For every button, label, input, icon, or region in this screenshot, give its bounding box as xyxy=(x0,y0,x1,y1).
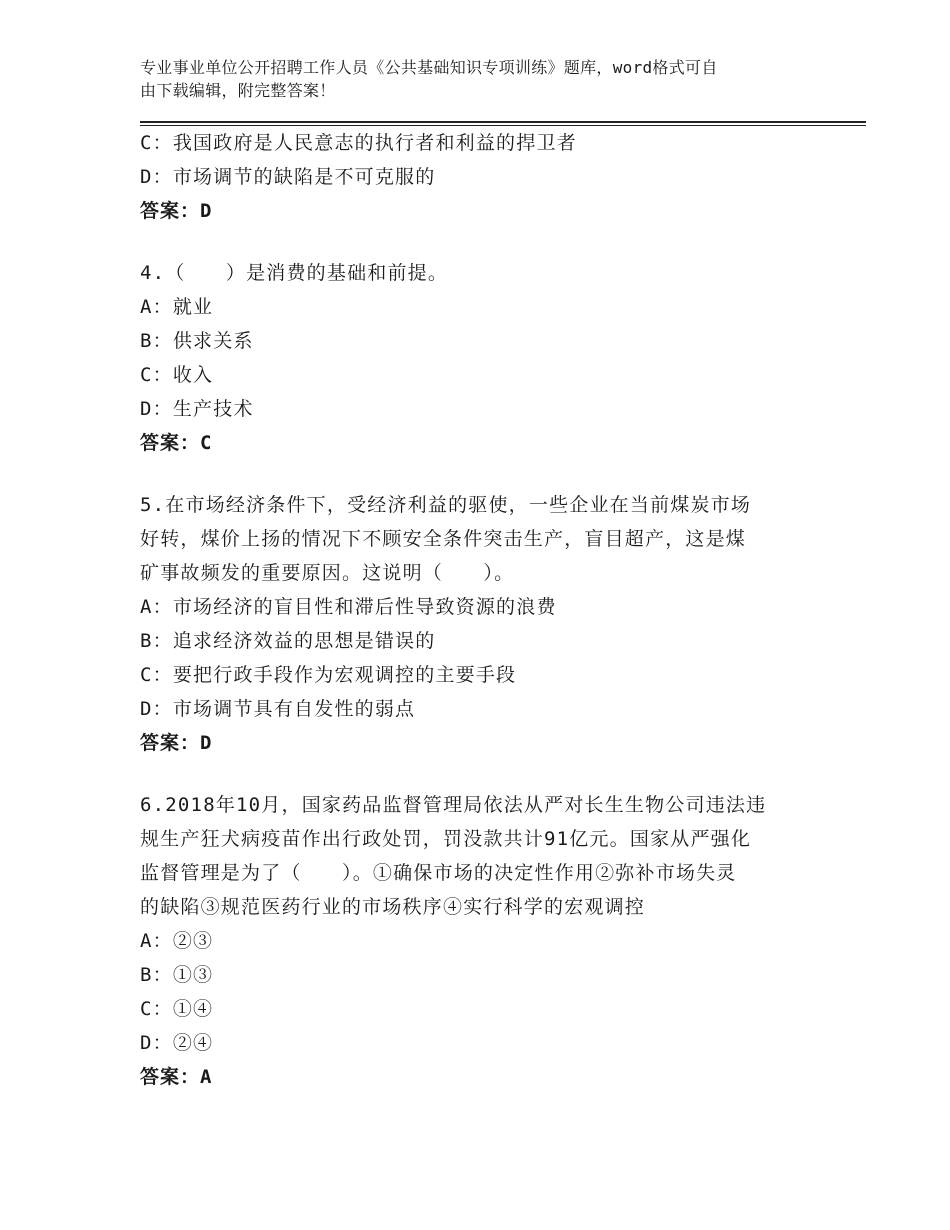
question-text-line: 好转，煤价上扬的情况下不顾安全条件突击生产，盲目超产，这是煤 xyxy=(140,528,747,550)
option-d: D：市场调节具有自发性的弱点 xyxy=(140,698,416,720)
option-a: A：就业 xyxy=(140,296,214,318)
question-5 xyxy=(140,488,840,760)
document-body xyxy=(140,126,840,1094)
header-rule-thick xyxy=(140,121,866,123)
option-a: A：市场经济的盲目性和滞后性导致资源的浪费 xyxy=(140,596,557,618)
option-a: A：②③ xyxy=(140,930,214,952)
option-b: B：供求关系 xyxy=(140,330,254,352)
question-text-line: 6.2018年10月，国家药品监督管理局依法从严对长生生物公司违法违 xyxy=(140,794,767,816)
option-c: C：要把行政手段作为宏观调控的主要手段 xyxy=(140,664,517,686)
option-b: B：追求经济效益的思想是错误的 xyxy=(140,630,436,652)
question-text-line: 规生产狂犬病疫苗作出行政处罚，罚没款共计91亿元。国家从严强化 xyxy=(140,828,752,850)
option-c: C：我国政府是人民意志的执行者和利益的捍卫者 xyxy=(140,132,577,154)
header-line-2: 由下载编辑，附完整答案！ xyxy=(140,81,336,100)
partial-question xyxy=(140,126,840,228)
document-header xyxy=(140,56,820,102)
option-c: C：①④ xyxy=(140,998,214,1020)
option-c: C：收入 xyxy=(140,364,214,386)
header-line-1: 专业事业单位公开招聘工作人员《公共基础知识专项训练》题库，word格式可自 xyxy=(140,58,718,77)
answer: 答案：C xyxy=(140,432,213,454)
answer: 答案：A xyxy=(140,1066,213,1088)
answer: 答案：D xyxy=(140,732,213,754)
option-d: D：市场调节的缺陷是不可克服的 xyxy=(140,166,436,188)
question-4 xyxy=(140,256,840,460)
option-d: D：②④ xyxy=(140,1032,214,1054)
question-text xyxy=(140,256,840,290)
question-text xyxy=(140,788,840,924)
option-d: D：生产技术 xyxy=(140,398,254,420)
question-text-line: 4.（ ）是消费的基础和前提。 xyxy=(140,262,449,284)
question-text xyxy=(140,488,840,590)
question-text-line: 矿事故频发的重要原因。这说明（ ）。 xyxy=(140,562,515,584)
question-text-line: 5.在市场经济条件下，受经济利益的驱使，一些企业在当前煤炭市场 xyxy=(140,494,752,516)
question-text-line: 监督管理是为了（ ）。①确保市场的决定性作用②弥补市场失灵 xyxy=(140,862,737,884)
option-b: B：①③ xyxy=(140,964,214,986)
question-6 xyxy=(140,788,840,1094)
question-text-line: 的缺陷③规范医药行业的市场秩序④实行科学的宏观调控 xyxy=(140,896,646,918)
answer: 答案：D xyxy=(140,200,213,222)
